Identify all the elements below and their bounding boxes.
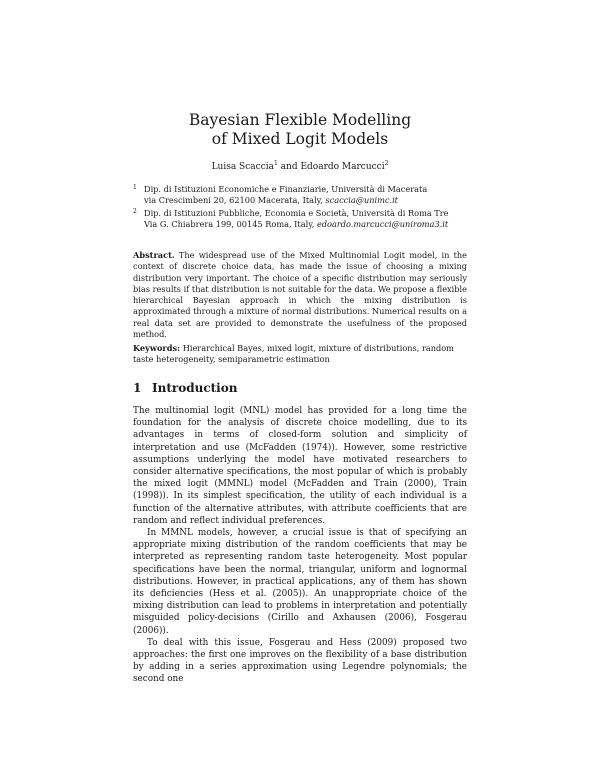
affiliation-number: 2 (133, 208, 137, 215)
affiliation-address: Via G. Chiabrera 199, 00145 Roma, Italy, (144, 219, 317, 229)
keywords-text: Hierarchical Bayes, mixed logit, mixture of distributions, random taste heterogeneity, semiparametric estimation (133, 343, 454, 365)
section-body (133, 405, 467, 686)
author-name: Edoardo Marcucci (300, 162, 385, 172)
section-title: Introduction (152, 381, 238, 395)
paper-title-line-1: Bayesian Flexible Modelling (188, 111, 412, 129)
keywords-label: Keywords: (133, 343, 181, 353)
body-paragraph: In MMNL models, however, a crucial issue is that of specifying an appropriate mixing distribution of the random coefficients that may be interpreted as representing random taste heterogeneity. Most popular specifications have been the normal, triangular, uniform and lognormal distributions. However, in practical applications, any of them has shown its deficiencies (Hess et al. (2005)). An unappropriate choice of the mixing distribution can lead to problems in interpretation and potentially misguided policy-decisions (Cirillo and Axhausen (2006), Fosgerau (2006)). (133, 528, 467, 636)
section-heading (133, 381, 237, 396)
body-paragraph: To deal with this issue, Fosgerau and Hess (2009) proposed two approaches: the first one improves on the flexibility of a base distribution by adding in a series approximation using Legendre polynomials; the second one (133, 637, 467, 685)
abstract-label: Abstract. (133, 250, 175, 260)
affiliation-institution: Dip. di Istituzioni Economiche e Finanziarie, Università di Macerata (144, 184, 428, 194)
affiliation-number: 1 (133, 184, 137, 191)
affiliation-2 (133, 208, 473, 230)
author-name: Luisa Scaccia (211, 162, 274, 172)
affiliation-email: scaccia@unimc.it (325, 195, 398, 205)
affiliation-email: edoardo.marcucci@uniroma3.it (316, 219, 449, 229)
body-paragraph: The multinomial logit (MNL) model has provided for a long time the foundation for the analysis of discrete choice modelling, due to its advantages in terms of closed-form solution and simplicity of interpretation and use (McFadden (1974)). However, some restrictive assumptions underlying the model have motivated researchers to consider alternative specifications, the most popular of which is probably the mixed logit (MMNL) model (McFadden and Train (2000), Train (1998)). In its simplest specification, the utility of each individual is a function of the alternative attributes, with attribute coefficients that are random and reflect individual preferences. (133, 406, 467, 526)
affiliation-1 (133, 184, 473, 206)
abstract-text: The widespread use of the Mixed Multinomial Logit model, in the context of discrete choice data, has made the issue of choosing a mixing distribution very important. The choice of a specific distribution may seriously bias results if that distribution is not suitable for the data. We propose a flexible hierarchical Bayesian approach in which the mixing distribution is approximated through a mixture of normal distributions. Numerical results on a real data set are provided to demonstrate the usefulness of the proposed method. (133, 250, 467, 340)
author-separator: and (277, 162, 301, 172)
affiliation-address: via Crescimbeni 20, 62100 Macerata, Italy, (144, 195, 326, 205)
affiliation-mark: 1 (273, 160, 278, 167)
author-list (0, 161, 600, 173)
paper-title-line-2: of Mixed Logit Models (211, 130, 389, 148)
affiliation-institution: Dip. di Istituzioni Pubbliche, Economia e Società, Università di Roma Tre (144, 208, 449, 218)
keywords (133, 343, 467, 366)
affiliation-mark: 2 (384, 160, 389, 167)
abstract (133, 250, 467, 340)
section-number: 1 (133, 381, 142, 395)
